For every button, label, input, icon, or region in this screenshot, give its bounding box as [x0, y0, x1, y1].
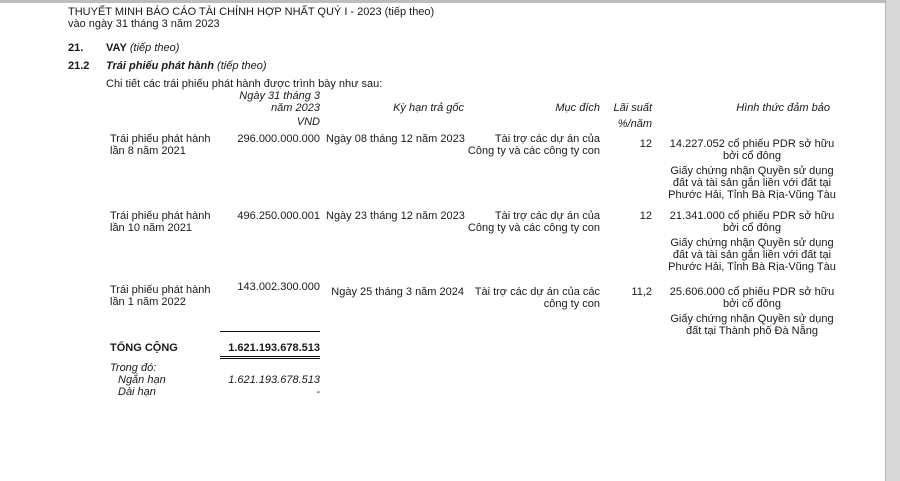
- row-name-line1: Trái phiếu phát hành: [110, 133, 211, 145]
- row-collateral-land-line2: đất tại Thành phố Đà Nẵng: [686, 325, 818, 337]
- total-top-rule: [220, 331, 320, 332]
- col-header-amount-line2: năm 2023: [271, 102, 320, 114]
- row-name-line2: lần 10 năm 2021: [110, 222, 192, 234]
- window-scrollbar[interactable]: [885, 0, 900, 481]
- section-heading: [106, 42, 179, 54]
- row-collateral-shares-line2: bởi cổ đông: [723, 222, 781, 234]
- row-maturity: Ngày 08 tháng 12 năm 2023: [326, 133, 465, 145]
- long-term-label: Dài hạn: [118, 386, 156, 398]
- row-collateral-shares-line1: 14.227.052 cổ phiếu PDR sở hữu: [669, 138, 835, 150]
- col-header-purpose: Mục đích: [555, 102, 600, 114]
- breakdown-label: Trong đó:: [110, 362, 157, 374]
- row-collateral-land-line1: Giấy chứng nhận Quyền sử dụng: [670, 237, 834, 249]
- row-collateral-land-line2: đất và tài sản gắn liền với đất tại: [672, 177, 832, 189]
- row-name-line1: Trái phiếu phát hành: [110, 284, 211, 296]
- row-name-line2: lần 8 năm 2021: [110, 145, 186, 157]
- col-header-collateral: Hình thức đảm bảo: [736, 102, 830, 114]
- row-name-line1: Trái phiếu phát hành: [110, 210, 211, 222]
- row-collateral-land-line3: Phước Hải, Tỉnh Bà Rịa-Vũng Tàu: [668, 189, 836, 201]
- row-purpose-line2: Công ty và các công ty con: [467, 222, 600, 234]
- report-title: THUYẾT MINH BÁO CÁO TÀI CHÍNH HỢP NHẤT QUÝ I - 2023 (tiếp theo): [68, 6, 435, 18]
- subsection-suffix: (tiếp theo): [217, 60, 267, 72]
- row-collateral-shares-line1: 21.341.000 cổ phiếu PDR sở hữu: [669, 210, 835, 222]
- long-term-amount: -: [316, 386, 320, 398]
- short-term-amount: 1.621.193.678.513: [228, 374, 320, 386]
- subsection-heading: [106, 60, 267, 72]
- row-collateral-shares-line2: bởi cổ đông: [723, 298, 781, 310]
- row-purpose-line1: Tài trợ các dự án của: [494, 210, 600, 222]
- total-amount: 1.621.193.678.513: [228, 342, 320, 354]
- subsection-title: Trái phiếu phát hành: [106, 60, 214, 72]
- row-amount: 143.002.300.000: [237, 281, 320, 293]
- total-label: TỔNG CỘNG: [110, 342, 178, 354]
- total-underline-1: [220, 356, 320, 357]
- report-date: vào ngày 31 tháng 3 năm 2023: [68, 18, 220, 30]
- row-rate: 12: [639, 210, 652, 222]
- row-purpose-line2: Công ty và các công ty con: [467, 145, 600, 157]
- col-header-rate-line1: Lãi suất: [613, 102, 652, 114]
- window-top-edge: [0, 0, 900, 3]
- col-header-maturity: Kỳ hạn trả gốc: [393, 102, 464, 114]
- row-purpose-line1: Tài trợ các dự án của các: [474, 286, 600, 298]
- row-collateral-shares-line1: 25.606.000 cổ phiếu PDR sở hữu: [669, 286, 835, 298]
- row-maturity: Ngày 23 tháng 12 năm 2023: [326, 210, 465, 222]
- section-number: 21.: [68, 42, 84, 54]
- row-rate: 11,2: [631, 286, 652, 298]
- row-purpose-line2: công ty con: [543, 298, 600, 310]
- col-header-amount-line1: Ngày 31 tháng 3: [239, 90, 320, 102]
- row-purpose-line1: Tài trợ các dự án của: [494, 133, 600, 145]
- intro-text: Chi tiết các trái phiếu phát hành được trình bày như sau:: [106, 78, 383, 90]
- subsection-number: 21.2: [68, 60, 90, 72]
- row-collateral-shares-line2: bởi cổ đông: [723, 150, 781, 162]
- section-title: VAY: [106, 42, 127, 54]
- row-rate: 12: [639, 138, 652, 150]
- row-collateral-land-line2: đất và tài sản gắn liền với đất tại: [672, 249, 832, 261]
- row-name-line2: lần 1 năm 2022: [110, 296, 186, 308]
- row-amount: 496.250.000.001: [237, 210, 320, 222]
- row-collateral-land-line3: Phước Hải, Tỉnh Bà Rịa-Vũng Tàu: [668, 261, 836, 273]
- row-maturity: Ngày 25 tháng 3 năm 2024: [331, 286, 464, 298]
- row-collateral-land-line1: Giấy chứng nhận Quyền sử dụng: [670, 313, 834, 325]
- short-term-label: Ngắn hạn: [118, 374, 166, 386]
- row-collateral-land-line1: Giấy chứng nhận Quyền sử dụng: [670, 165, 834, 177]
- total-underline-2: [220, 358, 320, 359]
- section-suffix: (tiếp theo): [129, 42, 180, 54]
- col-header-amount-unit: VND: [296, 116, 320, 128]
- col-header-rate-line2: %/năm: [617, 118, 652, 130]
- row-amount: 296.000.000.000: [237, 133, 320, 145]
